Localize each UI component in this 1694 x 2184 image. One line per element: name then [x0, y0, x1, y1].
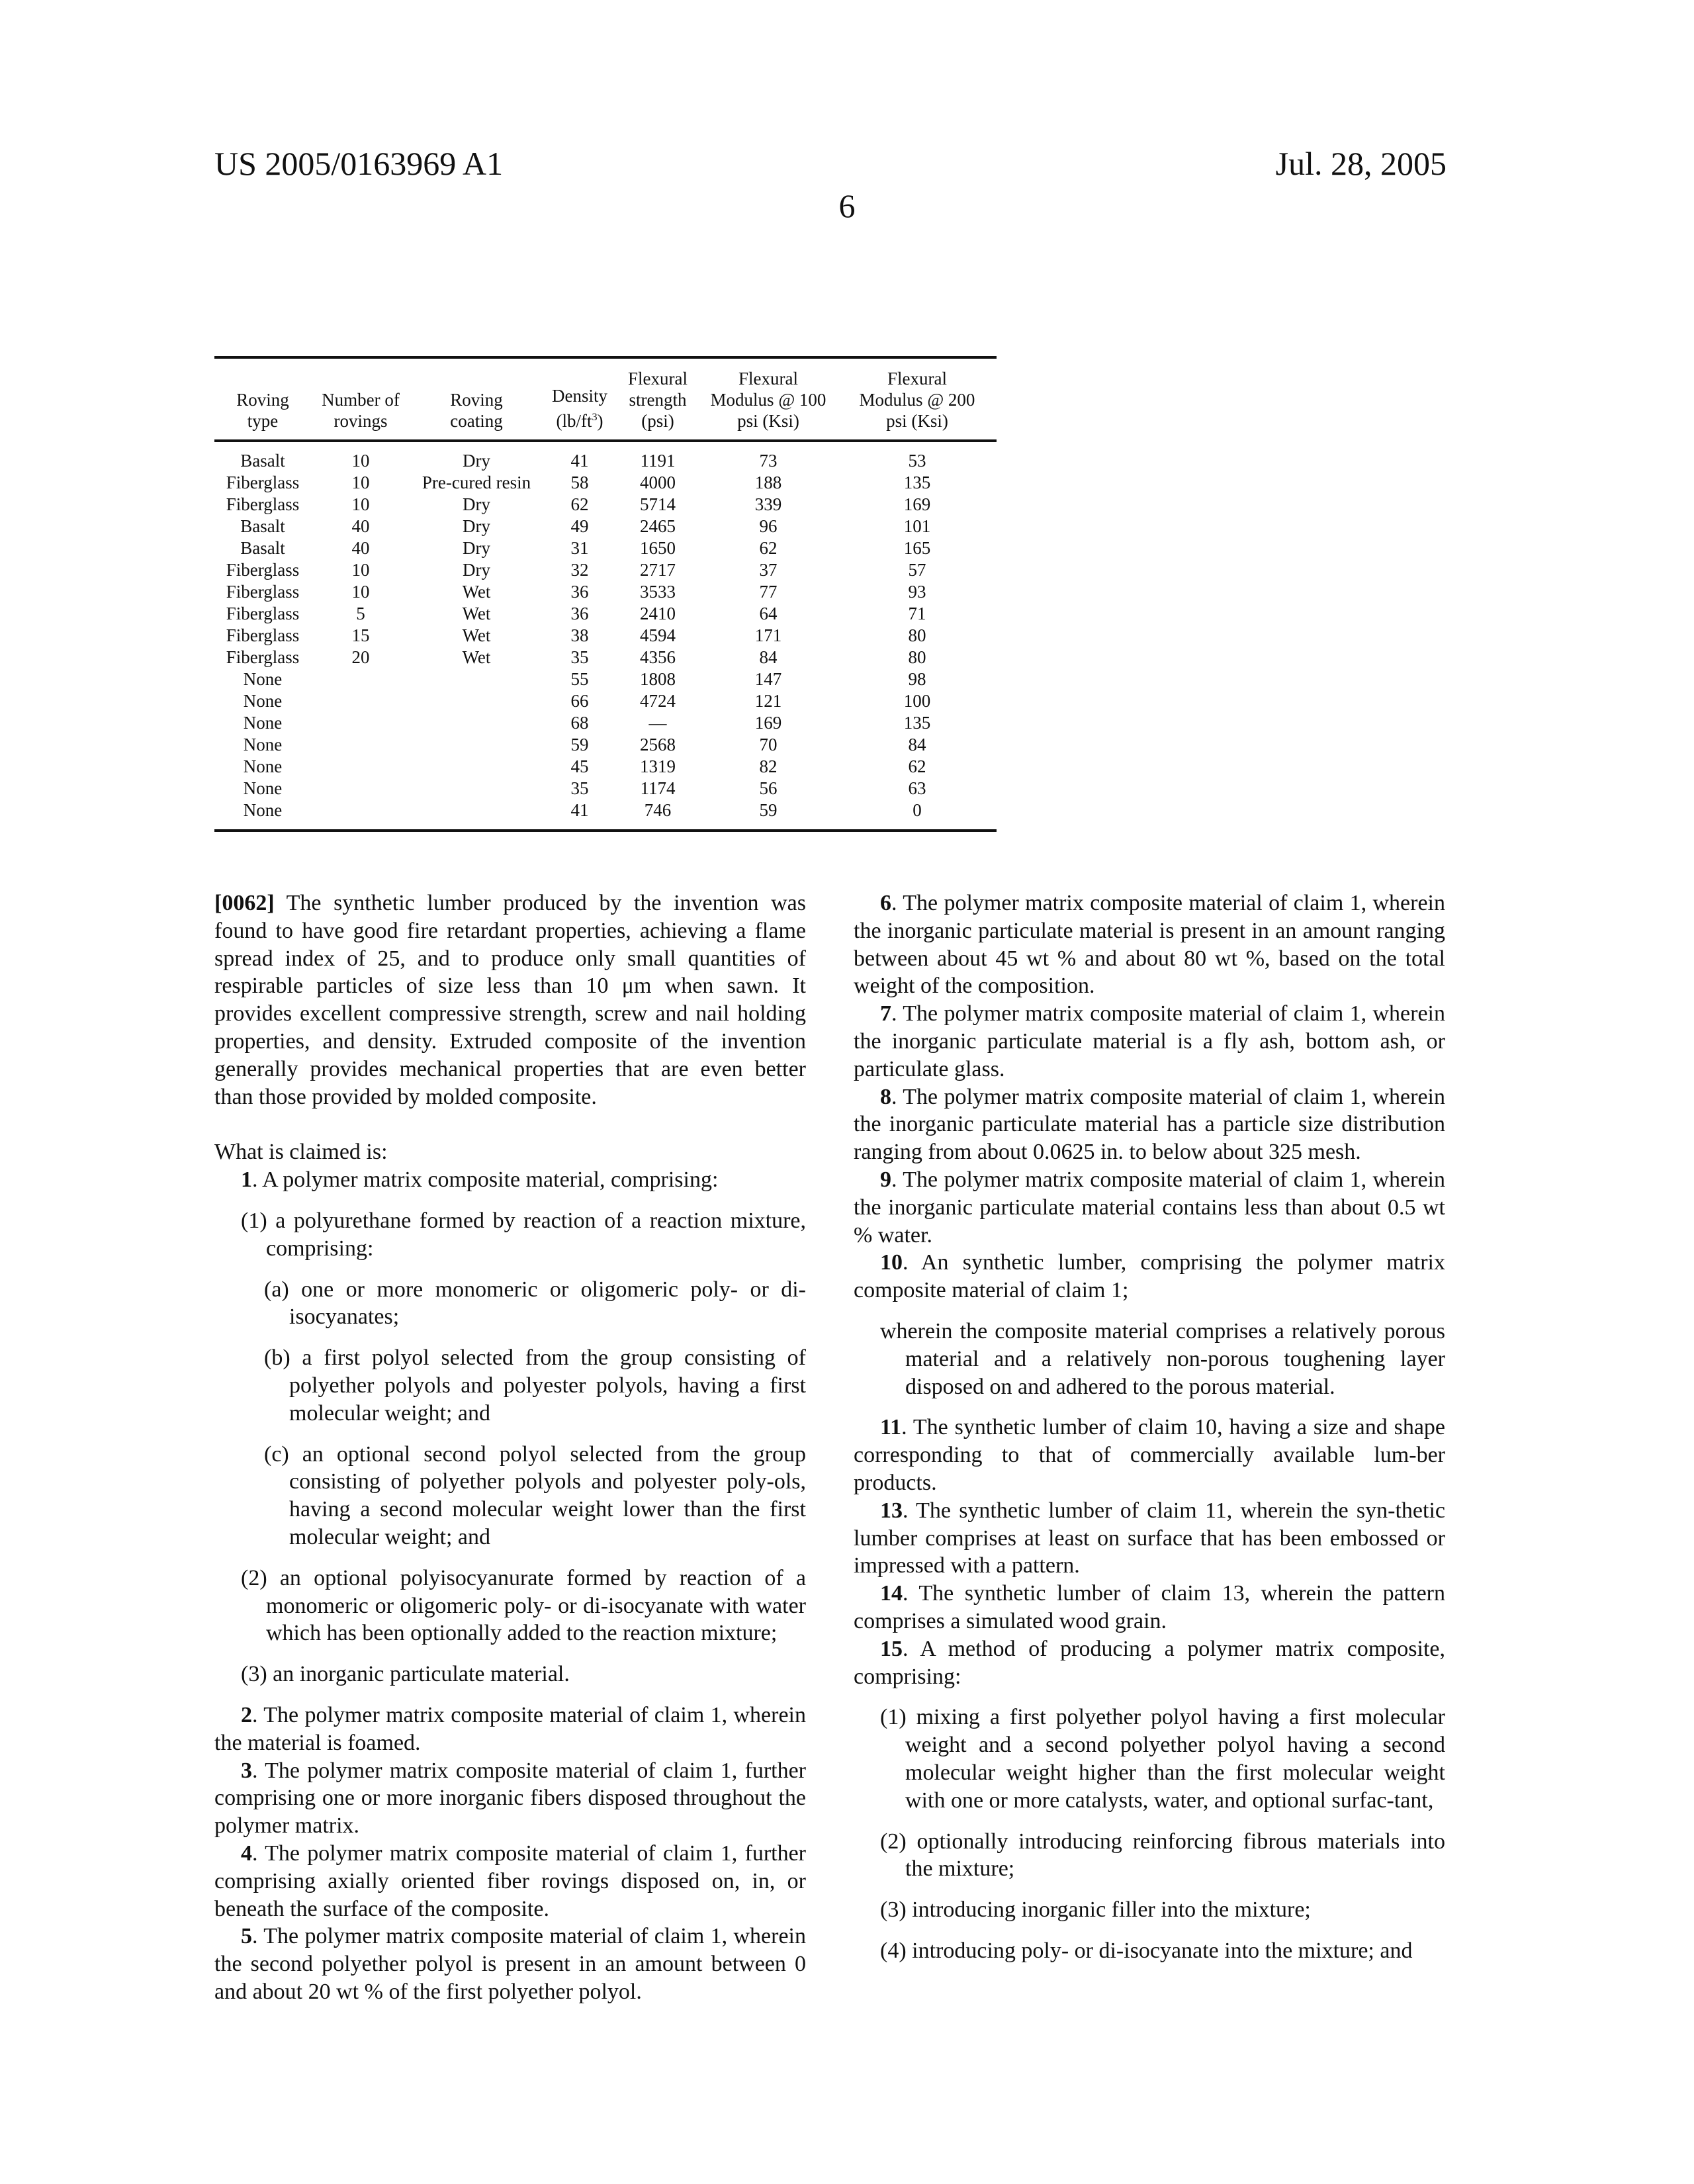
page-number: 6 [0, 187, 1694, 225]
paragraph-text: . The polymer matrix composite material of claim 1, wherein the second polyether polyol is present in an amount between 0 and about 20 wt % of the first polyether polyol. [214, 1924, 806, 2004]
table-cell: Dry [410, 441, 543, 472]
table-cell [410, 799, 543, 831]
col-header-roving-type: Roving type [214, 357, 311, 441]
table-cell: 49 [543, 516, 617, 537]
table-cell: 339 [699, 494, 838, 516]
claim-number: 4 [241, 1841, 252, 1866]
table-cell: 70 [699, 734, 838, 756]
claim-number: 6 [880, 891, 891, 915]
table-cell: 147 [699, 668, 838, 690]
table-row [214, 690, 997, 712]
table-cell: 169 [699, 712, 838, 734]
table-cell [410, 668, 543, 690]
claim [854, 1580, 1445, 1635]
table-cell: 41 [543, 441, 617, 472]
table-cell: Dry [410, 537, 543, 559]
table-cell: None [214, 799, 311, 831]
table-cell [410, 778, 543, 799]
table-cell: 100 [838, 690, 997, 712]
table-cell: 59 [699, 799, 838, 831]
table-cell: 35 [543, 778, 617, 799]
table-cell: 169 [838, 494, 997, 516]
claim [854, 1497, 1445, 1580]
table-row [214, 668, 997, 690]
claim-number: 5 [241, 1924, 252, 1948]
table-cell: Basalt [214, 537, 311, 559]
claims-heading [214, 1138, 806, 1166]
table-cell [410, 756, 543, 778]
table-row [214, 799, 997, 831]
table-cell: 56 [699, 778, 838, 799]
table-cell: 171 [699, 625, 838, 647]
table-cell: 165 [838, 537, 997, 559]
table-row [214, 537, 997, 559]
claim-subitem [854, 1704, 1445, 1814]
table-cell: 40 [311, 516, 410, 537]
table-cell: None [214, 778, 311, 799]
table-cell: Basalt [214, 516, 311, 537]
table-row [214, 647, 997, 668]
claim-number: 7 [880, 1001, 891, 1026]
claim-number: 3 [241, 1758, 252, 1783]
table-cell: 4594 [617, 625, 699, 647]
table-cell: 68 [543, 712, 617, 734]
table-cell: 58 [543, 472, 617, 494]
table-cell: 82 [699, 756, 838, 778]
table-row [214, 603, 997, 625]
table-cell: 4356 [617, 647, 699, 668]
table-row [214, 559, 997, 581]
paragraph-text: . The polymer matrix composite material of claim 1, wherein the inorganic particulate material has a particle size distribution ranging from about 0.0625 in. to below about 325 mesh. [854, 1085, 1445, 1165]
table-cell: 135 [838, 712, 997, 734]
paragraph-text: (1) mixing a first polyether polyol having a first molecular weight and a second polyether polyol having a second molecular weight higher than the first molecular weight with one or more catalysts, water, and optional surfac-tant, [880, 1705, 1445, 1812]
claim-number: 10 [880, 1250, 903, 1275]
table-cell: 188 [699, 472, 838, 494]
table-cell: 5714 [617, 494, 699, 516]
table-cell: 10 [311, 441, 410, 472]
claim-subitem [854, 1828, 1445, 1884]
paragraph-text: . The polymer matrix composite material of claim 1, wherein the material is foamed. [214, 1703, 806, 1755]
table-cell: 1650 [617, 537, 699, 559]
table-row [214, 734, 997, 756]
paragraph-text: (b) a first polyol selected from the group consisting of polyether polyols and polyester polyols, having a first molecular weight; and [264, 1345, 806, 1426]
table-cell: 135 [838, 472, 997, 494]
paragraph-text: (2) an optional polyisocyanurate formed by reaction of a monomeric or oligomeric poly- or di-isocyanate with water which has been optionally added to the reaction mixture; [241, 1566, 806, 1646]
table-cell: None [214, 734, 311, 756]
table-cell: None [214, 712, 311, 734]
table-cell: Dry [410, 494, 543, 516]
table-cell: 98 [838, 668, 997, 690]
claim-subitem [214, 1441, 806, 1551]
table-cell: Fiberglass [214, 559, 311, 581]
table-cell: 15 [311, 625, 410, 647]
table-cell: 746 [617, 799, 699, 831]
table-cell: 1319 [617, 756, 699, 778]
table-cell: None [214, 690, 311, 712]
claim [854, 1635, 1445, 1691]
table-cell: 36 [543, 603, 617, 625]
table-cell: 62 [838, 756, 997, 778]
table-header-row [214, 357, 997, 441]
claim [214, 1757, 806, 1840]
table-cell: 121 [699, 690, 838, 712]
left-column [214, 889, 806, 2006]
claim-number: 13 [880, 1498, 903, 1523]
table-cell: 10 [311, 559, 410, 581]
table-cell: 77 [699, 581, 838, 603]
table-cell: 1808 [617, 668, 699, 690]
table-cell: 80 [838, 647, 997, 668]
table-cell: 2410 [617, 603, 699, 625]
table-cell [410, 734, 543, 756]
description-paragraph [214, 889, 806, 1111]
right-column [854, 889, 1445, 1978]
col-header-roving-coating: Roving coating [410, 357, 543, 441]
table-cell [311, 756, 410, 778]
properties-table [214, 356, 997, 832]
claim-number: 14 [880, 1581, 903, 1606]
table-cell: 62 [543, 494, 617, 516]
table-cell: 38 [543, 625, 617, 647]
table-cell: Dry [410, 559, 543, 581]
table-cell: Fiberglass [214, 494, 311, 516]
table-cell: 10 [311, 494, 410, 516]
col-header-flexural-strength: Flexural strength (psi) [617, 357, 699, 441]
paragraph-text: . A method of producing a polymer matrix composite, comprising: [854, 1637, 1445, 1689]
table-cell: 2568 [617, 734, 699, 756]
paragraph-text: The synthetic lumber produced by the invention was found to have good fire retardant properties, achieving a flame spread index of 25, and to produce only small quantities of respirable particles of size less than 10 μm when sawn. It provides excellent compressive strength, screw and nail holding properties, and density. Extruded composite of the invention generally provides mechanical properties that are even better than those provided by molded composite. [214, 891, 806, 1109]
table-cell: 36 [543, 581, 617, 603]
table-cell: 4724 [617, 690, 699, 712]
table-cell: 45 [543, 756, 617, 778]
table-cell: 101 [838, 516, 997, 537]
paragraph-text: (3) introducing inorganic filler into the mixture; [880, 1897, 1311, 1922]
table-cell [311, 734, 410, 756]
table-cell: Wet [410, 625, 543, 647]
claim-subitem [854, 1318, 1445, 1400]
table-cell: 35 [543, 647, 617, 668]
paragraph-text: . An synthetic lumber, comprising the polymer matrix composite material of claim 1; [854, 1250, 1445, 1302]
claim-subitem [854, 1896, 1445, 1924]
table-cell: Fiberglass [214, 581, 311, 603]
paragraph-text: . A polymer matrix composite material, comprising: [252, 1167, 718, 1192]
table-cell: 84 [699, 647, 838, 668]
table-cell: 80 [838, 625, 997, 647]
paragraph-text: (1) a polyurethane formed by reaction of a reaction mixture, comprising: [241, 1208, 806, 1261]
claim-subitem [214, 1565, 806, 1647]
table-cell: 55 [543, 668, 617, 690]
table-cell: 93 [838, 581, 997, 603]
paragraph-text: (4) introducing poly- or di-isocyanate into the mixture; and [880, 1938, 1412, 1963]
claim-number: 11 [880, 1415, 901, 1439]
col-header-modulus-200: Flexural Modulus @ 200 psi (Ksi) [838, 357, 997, 441]
publication-number: US 2005/0163969 A1 [214, 144, 503, 183]
table-cell: Fiberglass [214, 603, 311, 625]
table-cell: 63 [838, 778, 997, 799]
table-cell: 73 [699, 441, 838, 472]
table-cell: 10 [311, 581, 410, 603]
table-row [214, 516, 997, 537]
claim-number: 1 [241, 1167, 252, 1192]
claim [214, 1840, 806, 1923]
table-row [214, 778, 997, 799]
table-cell: 57 [838, 559, 997, 581]
claim-number: 2 [241, 1703, 252, 1727]
table-cell [311, 668, 410, 690]
claim [854, 1000, 1445, 1083]
table-cell: Fiberglass [214, 647, 311, 668]
paragraph-text: . The synthetic lumber of claim 13, wherein the pattern comprises a simulated wood grain. [854, 1581, 1445, 1633]
table-cell [311, 712, 410, 734]
table-cell: 32 [543, 559, 617, 581]
claim [214, 1166, 806, 1194]
table-cell: 0 [838, 799, 997, 831]
table-cell: 2717 [617, 559, 699, 581]
paragraph-text: What is claimed is: [214, 1140, 388, 1164]
publication-date: Jul. 28, 2005 [1276, 144, 1447, 183]
table-cell: Wet [410, 603, 543, 625]
table-cell [410, 690, 543, 712]
table-cell: 1174 [617, 778, 699, 799]
table-cell: Fiberglass [214, 472, 311, 494]
paragraph-text: . The polymer matrix composite material of claim 1, wherein the inorganic particulate material is a fly ash, bottom ash, or particulate glass. [854, 1001, 1445, 1081]
claim [854, 1083, 1445, 1166]
paragraph-text: . The polymer matrix composite material of claim 1, wherein the inorganic particulate material is present in an amount ranging between about 45 wt % and about 80 wt %, based on the total weight of the composition. [854, 891, 1445, 998]
table-row [214, 472, 997, 494]
table-cell: 84 [838, 734, 997, 756]
table-cell: 53 [838, 441, 997, 472]
claim [854, 1414, 1445, 1496]
table-cell [311, 799, 410, 831]
table-cell: 66 [543, 690, 617, 712]
paragraph-text: (c) an optional second polyol selected from the group consisting of polyether polyols and polyester poly-ols, having a second molecular weight lower than the first molecular weight; and [264, 1442, 806, 1549]
table-cell: 96 [699, 516, 838, 537]
table-cell [311, 690, 410, 712]
table-cell: 64 [699, 603, 838, 625]
table-cell: Fiberglass [214, 625, 311, 647]
table-cell: 59 [543, 734, 617, 756]
table-cell: 41 [543, 799, 617, 831]
claim-subitem [214, 1344, 806, 1427]
col-header-density: Density (lb/ft3) [543, 357, 617, 441]
table-row [214, 712, 997, 734]
paragraph-text: (3) an inorganic particulate material. [241, 1662, 570, 1686]
paragraph-text: . The polymer matrix composite material of claim 1, further comprising axially oriented fiber rovings disposed on, in, or beneath the surface of the composite. [214, 1841, 806, 1921]
paragraph-text: . The polymer matrix composite material of claim 1, wherein the inorganic particulate material contains less than about 0.5 wt % water. [854, 1167, 1445, 1248]
table-row [214, 756, 997, 778]
claim [854, 1249, 1445, 1304]
paragraph-text: . The synthetic lumber of claim 10, having a size and shape corresponding to that of commercially available lum-ber products. [854, 1415, 1445, 1495]
table-cell: 5 [311, 603, 410, 625]
table-row [214, 441, 997, 472]
paragraph-text: (a) one or more monomeric or oligomeric poly- or di-isocyanates; [264, 1277, 806, 1330]
table-row [214, 625, 997, 647]
table-cell: 3533 [617, 581, 699, 603]
table-row [214, 581, 997, 603]
table-cell: 40 [311, 537, 410, 559]
claim-number: [0062] [214, 891, 275, 915]
claim-number: 8 [880, 1085, 891, 1109]
table-cell: 10 [311, 472, 410, 494]
table-cell: 4000 [617, 472, 699, 494]
paragraph-text: (2) optionally introducing reinforcing fibrous materials into the mixture; [880, 1829, 1445, 1882]
claim-subitem [854, 1937, 1445, 1965]
table-cell: — [617, 712, 699, 734]
table-cell: None [214, 756, 311, 778]
table-cell: 2465 [617, 516, 699, 537]
table-cell: 1191 [617, 441, 699, 472]
claim-number: 15 [880, 1637, 903, 1661]
claim [854, 889, 1445, 1000]
table-cell [311, 778, 410, 799]
claim-number: 9 [880, 1167, 891, 1192]
claim-subitem [214, 1661, 806, 1688]
table-cell: Basalt [214, 441, 311, 472]
table-row [214, 494, 997, 516]
paragraph-text: . The polymer matrix composite material of claim 1, further comprising one or more inorganic fibers disposed throughout the polymer matrix. [214, 1758, 806, 1839]
table-cell: 37 [699, 559, 838, 581]
table-cell: 20 [311, 647, 410, 668]
paragraph-text: wherein the composite material comprises a relatively porous material and a relatively non-porous toughening layer disposed on and adhered to the porous material. [880, 1319, 1445, 1399]
table-cell: 71 [838, 603, 997, 625]
table-cell: Dry [410, 516, 543, 537]
table-cell: Pre-cured resin [410, 472, 543, 494]
claim [214, 1923, 806, 2005]
claim-subitem [214, 1276, 806, 1332]
col-header-number-of-rovings: Number of rovings [311, 357, 410, 441]
table-cell: 31 [543, 537, 617, 559]
table-cell: Wet [410, 647, 543, 668]
col-header-modulus-100: Flexural Modulus @ 100 psi (Ksi) [699, 357, 838, 441]
table-cell: Wet [410, 581, 543, 603]
claim [214, 1702, 806, 1757]
table-cell [410, 712, 543, 734]
claim [854, 1166, 1445, 1249]
claim-subitem [214, 1207, 806, 1263]
table-cell: None [214, 668, 311, 690]
table-cell: 62 [699, 537, 838, 559]
paragraph-text: . The synthetic lumber of claim 11, wherein the syn-thetic lumber comprises at least on surface that has been embossed or impressed with a pattern. [854, 1498, 1445, 1578]
